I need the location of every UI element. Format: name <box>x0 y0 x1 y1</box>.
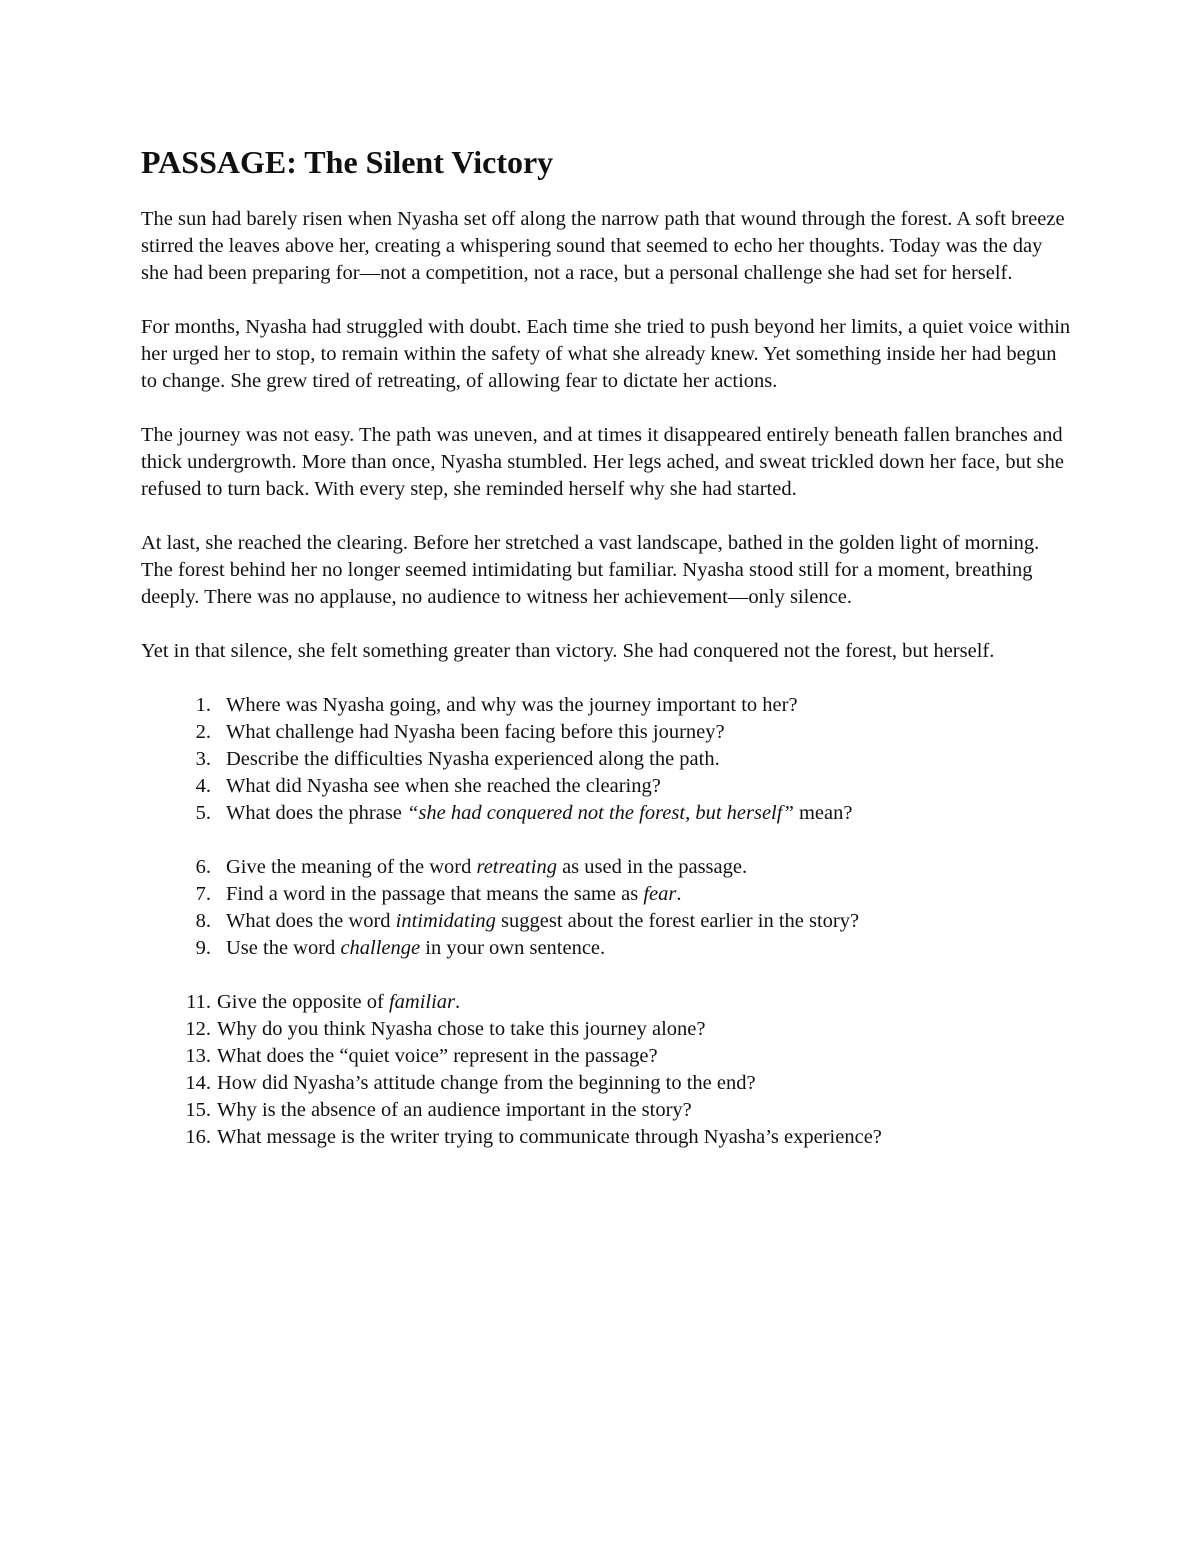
question-number: 6. <box>195 856 211 878</box>
question-text: What does the phrase “she had conquered not the forest, but herself” mean? <box>226 802 853 824</box>
document-page <box>141 140 1071 1178</box>
question-number: 1. <box>195 694 211 716</box>
question-number: 7. <box>195 883 211 905</box>
question-item <box>141 1070 1071 1097</box>
question-item <box>141 692 1071 719</box>
question-number: 4. <box>195 775 211 797</box>
question-number: 2. <box>195 721 211 743</box>
paragraph-1: The sun had barely risen when Nyasha set off along the narrow path that wound through the forest. A soft breeze stirred the leaves above her, creating a whispering sound that seemed to echo her thoughts. Today was the day she had been preparing for—not a competition, not a race, but a personal challenge she had set for herself. <box>141 208 1065 284</box>
question-number: 11. <box>186 991 211 1013</box>
question-text: Give the opposite of familiar. <box>217 991 461 1013</box>
question-item <box>141 1043 1071 1070</box>
question-item <box>141 1124 1071 1151</box>
question-number: 12. <box>185 1018 211 1040</box>
question-item <box>141 800 1071 827</box>
question-number: 3. <box>195 748 211 770</box>
question-text: Find a word in the passage that means the same as fear. <box>226 883 682 905</box>
question-text: What does the “quiet voice” represent in the passage? <box>217 1045 658 1067</box>
question-text: Describe the difficulties Nyasha experienced along the path. <box>226 748 720 770</box>
question-item <box>141 935 1071 962</box>
question-number: 15. <box>185 1099 211 1121</box>
question-item <box>141 854 1071 881</box>
question-group-vocabulary <box>141 854 1071 962</box>
question-item <box>141 1097 1071 1124</box>
question-text: What does the word intimidating suggest about the forest earlier in the story? <box>226 910 860 932</box>
question-text: Use the word challenge in your own sentence. <box>226 937 606 959</box>
question-text: What did Nyasha see when she reached the clearing? <box>226 775 661 797</box>
paragraph-2: For months, Nyasha had struggled with doubt. Each time she tried to push beyond her limits, a quiet voice within her urged her to stop, to remain within the safety of what she already knew. Yet something inside her had begun to change. She grew tired of retreating, of allowing fear to dictate her actions. <box>141 316 1071 392</box>
question-item <box>141 908 1071 935</box>
question-text: Why do you think Nyasha chose to take this journey alone? <box>217 1018 706 1040</box>
question-number: 8. <box>195 910 211 932</box>
paragraph-3: The journey was not easy. The path was uneven, and at times it disappeared entirely beneath fallen branches and thick undergrowth. More than once, Nyasha stumbled. Her legs ached, and sweat trickled down her face, but she refused to turn back. With every step, she reminded herself why she had started. <box>141 424 1064 500</box>
question-number: 13. <box>185 1045 211 1067</box>
paragraph-5: Yet in that silence, she felt something greater than victory. She had conquered not the forest, but herself. <box>141 640 995 662</box>
question-group-comprehension <box>141 692 1071 827</box>
question-group-critical <box>141 989 1071 1151</box>
question-number: 9. <box>195 937 211 959</box>
question-number: 16. <box>185 1126 211 1148</box>
question-item <box>141 989 1071 1016</box>
question-text: Why is the absence of an audience important in the story? <box>217 1099 692 1121</box>
question-text: What challenge had Nyasha been facing before this journey? <box>226 721 725 743</box>
question-text: Give the meaning of the word retreating as used in the passage. <box>226 856 748 878</box>
question-text: What message is the writer trying to communicate through Nyasha’s experience? <box>217 1126 882 1148</box>
question-item <box>141 1016 1071 1043</box>
question-item <box>141 881 1071 908</box>
question-text: Where was Nyasha going, and why was the journey important to her? <box>226 694 798 716</box>
question-item <box>141 746 1071 773</box>
question-item <box>141 773 1071 800</box>
question-number: 5. <box>195 802 211 824</box>
question-text: How did Nyasha’s attitude change from the beginning to the end? <box>217 1072 756 1094</box>
question-number: 14. <box>185 1072 211 1094</box>
passage-title: PASSAGE: The Silent Victory <box>141 144 554 180</box>
paragraph-4: At last, she reached the clearing. Before her stretched a vast landscape, bathed in the golden light of morning. The forest behind her no longer seemed intimidating but familiar. Nyasha stood still for a moment, breathing deeply. There was no applause, no audience to witness her achievement—only silence. <box>141 532 1040 608</box>
question-item <box>141 719 1071 746</box>
